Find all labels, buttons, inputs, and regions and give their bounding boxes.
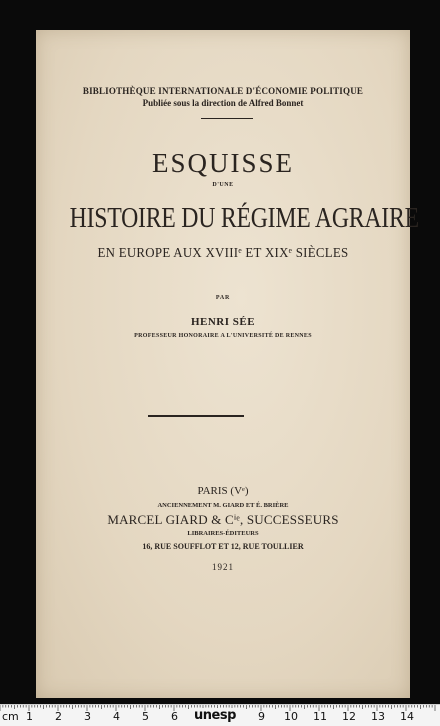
title-connector: D'UNE — [212, 182, 234, 188]
unesp-logo: unesp — [194, 708, 236, 723]
title-line-3: EN EUROPE AUX XVIIIᵉ ET XIXᵉ SIÈCLES — [97, 246, 349, 261]
imprint-publisher: MARCEL GIARD & Cⁱᵉ, SUCCESSEURS — [107, 512, 339, 527]
ruler-label: 13 — [371, 710, 385, 723]
ruler-label: 11 — [313, 710, 327, 723]
imprint-role: LIBRAIRES-ÉDITEURS — [187, 530, 259, 537]
ruler-label: 14 — [400, 710, 414, 723]
imprint-year: 1921 — [212, 562, 234, 572]
ruler-label: 10 — [284, 710, 298, 723]
ruler-unit: cm — [2, 710, 19, 723]
author-title: PROFESSEUR HONORAIRE A L'UNIVERSITÉ DE RENNES — [134, 333, 312, 339]
middle-divider — [148, 415, 244, 417]
series-editor: Publiée sous la direction de Alfred Bonnet — [142, 98, 304, 108]
imprint-city: PARIS (Vᵉ) — [197, 485, 249, 497]
ruler-label: 3 — [84, 710, 91, 723]
series-name: BIBLIOTHÈQUE INTERNATIONALE D'ÉCONOMIE POLITIQUE — [82, 86, 364, 96]
ruler-label: 4 — [113, 710, 120, 723]
ruler-label: 9 — [258, 710, 265, 723]
title-page — [36, 30, 419, 698]
ruler-label: 2 — [55, 710, 62, 723]
imprint-address: 16, RUE SOUFFLOT ET 12, RUE TOULLIER — [142, 542, 304, 551]
author-name: HENRI SÉE — [190, 316, 256, 328]
imprint-formerly: ANCIENNEMENT M. GIARD ET É. BRIÈRE — [157, 502, 289, 509]
ruler-label: 1 — [26, 710, 33, 723]
ruler-label: 6 — [171, 710, 178, 723]
scale-ruler — [0, 704, 440, 726]
author-by: PAR — [215, 295, 231, 301]
title-main: ESQUISSE — [151, 148, 295, 178]
ruler-label: 5 — [142, 710, 149, 723]
ruler-label: 12 — [342, 710, 356, 723]
title-line-2: HISTOIRE DU RÉGIME AGRAIRE — [69, 202, 419, 234]
top-divider — [201, 118, 253, 119]
